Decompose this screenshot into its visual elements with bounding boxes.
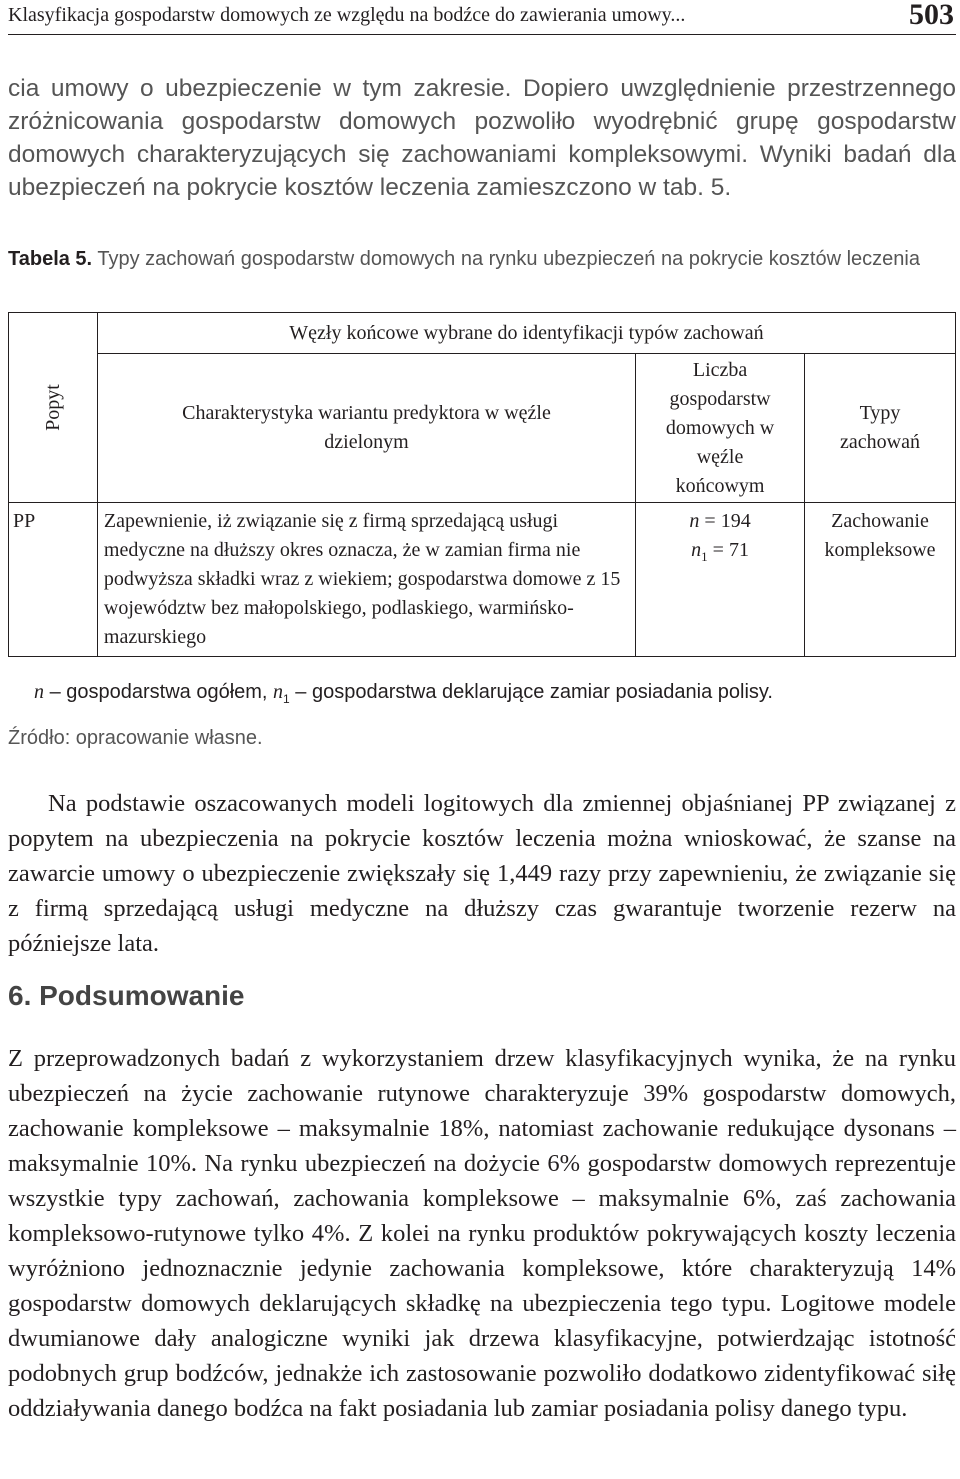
table-footnote [34,678,773,713]
header-count-label: Liczba gospodarstw domowych w węźle końcowym [665,358,775,497]
count-n1 [642,536,798,571]
footnote-n-desc: – gospodarstwa ogółem, [49,681,268,703]
table-header-row [9,354,956,503]
header-type [805,354,956,503]
table-title-row [9,313,956,354]
table-row [9,503,956,657]
n1-value: = 71 [712,539,749,561]
cell-characteristic [97,503,635,657]
cell-type-text: Zachowanie kompleksowe [824,510,936,561]
n-symbol: n [689,510,700,532]
behavior-types-table [8,312,956,657]
header-popyt [9,313,98,503]
footnote-n1-sub: 1 [283,692,290,706]
logit-text: Na podstawie oszacowanych modeli logitowych dla zmiennej objaśnianej PP związanej z popytem na ubezpieczenia na pokrycie kosztów leczenia można wnioskować, że szanse na zawarcie umowy o ubezpieczenie zwiększały się 1,449 razy przy zapewnieniu, że związanie się z firmą sprzedającą usługi medyczne na dłuższy czas gwarantuje tworzenie rezerw na późniejsze lata. [8,790,956,957]
header-characteristic-label: Charakterystyka wariantu predyktora w węźle dzielonym [182,402,551,453]
n-value: = 194 [704,510,751,532]
footnote-n1: n [273,681,284,703]
header-characteristic [97,354,635,503]
intro-paragraph [8,72,956,204]
section-heading: 6. Podsumowanie [8,980,245,1011]
cell-count [636,503,805,657]
cell-characteristic-text: Zapewnienie, iż związanie się z firmą sprzedającą usługi medyczne na dłuższy okres oznacza, że w zamian firma nie podwyższa składki wraz z wiekiem; gospodarstwa domowe z 15 województw bez małopolskiego, podlaskiego, warmińsko-mazurskiego [103,510,621,648]
page-header [8,0,956,35]
footnote-n: n [34,681,44,703]
intro-text: cia umowy o ubezpieczenie w tym zakresie. Dopiero uwzględnienie przestrzennego zróżnicowania gospodarstw domowych pozwoliło wyodrębnić grupę gospodarstw domowych charakteryzujących się zachowaniami kompleksowymi. Wyniki badań dla ubezpieczeń na pokrycie kosztów leczenia zamieszczono w tab. 5. [8,75,956,201]
n1-subscript: 1 [701,549,708,564]
header-count [636,354,805,503]
cell-popyt [9,503,98,657]
summary-text: Z przeprowadzonych badań z wykorzystaniem drzew klasyfikacyjnych wynika, że na rynku ubezpieczeń na życie zachowanie rutynowe charakteryzuje 39% gospodarstw domowych, zachowanie kompleksowe – maksymalnie 18%, natomiast zachowanie redukujące dysonans – maksymalnie 10%. Na rynku ubezpieczeń na dożycie 6% gospodarstw domowych reprezentuje wszystkie typy zachowań, zachowania kompleksowe – maksymalnie 6%, zaś zachowania kompleksowo-rutynowe tylko 4%. Z kolei na rynku produktów pokrywających koszty leczenia wyróżniono jednoznacznie jedynie zachowania kompleksowe, które charakteryzują 14% gospodarstw domowych deklarujących składkę na ubezpieczenia tego typu. Logitowe modele dwumianowe dały analogiczne wyniki jak drzewa klasyfikacyjne, potwierdzając istotność podobnych grup bodźców, jednakże ich zastosowanie pozwoliło dodatkowo zidentyfikować siłę oddziaływania danego bodźca na fakt posiadania lub zamiar posiadania polisy danego typu. [8,1045,956,1422]
n1-symbol: n [691,539,702,561]
header-type-label: Typy zachowań [840,402,920,453]
table-caption-text: Typy zachowań gospodarstw domowych na rynku ubezpieczeń na pokrycie kosztów leczenia [97,248,920,270]
table-title-cell [97,313,955,354]
cell-type [805,503,956,657]
cell-popyt-value: PP [13,510,36,532]
header-popyt-label: Popyt [41,384,64,431]
table-source: Źródło: opracowanie własne. [8,727,263,749]
table-label: Tabela 5. [8,248,93,270]
logit-paragraph [8,786,956,961]
table-title: Węzły końcowe wybrane do identyfikacji typów zachowań [289,321,764,344]
count-n [642,507,798,536]
running-title: Klasyfikacja gospodarstw domowych ze względu na bodźce do zawierania umowy... [8,4,686,26]
page-number: 503 [909,0,954,31]
footnote-n1-desc: – gospodarstwa deklarujące zamiar posiadania polisy. [295,681,773,703]
table-caption [8,244,948,274]
summary-paragraph [8,1041,956,1426]
